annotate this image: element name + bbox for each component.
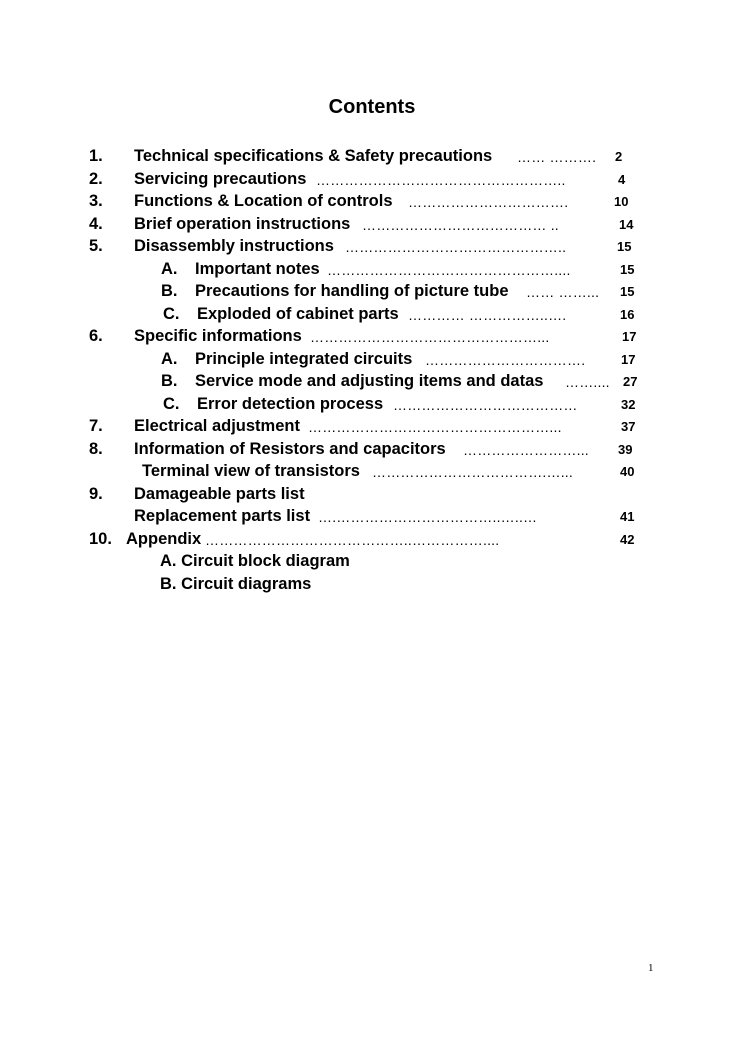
toc-entry-number: 10.: [89, 530, 112, 548]
toc-entry: [0, 168, 744, 190]
toc-entry-number: B.: [161, 372, 178, 390]
toc-entry-label: Error detection process: [197, 395, 384, 413]
toc-entry-label: Technical specifications & Safety precautions: [134, 147, 493, 165]
toc-entry: [0, 460, 744, 482]
toc-entry-number: C.: [163, 305, 180, 323]
toc-entry-leader: ……………………………………..……………....: [205, 532, 500, 548]
toc-entry-number: A.: [161, 260, 178, 278]
toc-entry-leader: …………………………….: [408, 194, 569, 210]
toc-entry-leader: …………………………….: [425, 352, 586, 368]
toc-entry-page: 40: [620, 464, 635, 479]
toc-entry-page: 4: [618, 172, 626, 187]
toc-entry-number: 6.: [89, 327, 103, 345]
toc-entry-leader: ……………………...: [463, 442, 589, 458]
toc-entry-page: 15: [617, 239, 632, 254]
toc-entry: [0, 258, 744, 280]
toc-entry-leader: ……....: [565, 374, 610, 390]
toc-entry: [0, 550, 744, 572]
toc-entry-leader: ………………………………… ..: [362, 217, 559, 233]
toc-entry-label: Principle integrated circuits: [195, 350, 413, 368]
toc-entry-number: 9.: [89, 485, 103, 503]
toc-entry-leader: …………………………………………...: [310, 329, 550, 345]
toc-entry: [0, 393, 744, 415]
toc-entry-label: Important notes: [195, 260, 320, 278]
toc-entry-label: Brief operation instructions: [134, 215, 351, 233]
toc-entry-page: 10: [614, 194, 629, 209]
toc-entry-page: 42: [620, 532, 635, 547]
toc-entry-label: Electrical adjustment: [134, 417, 300, 435]
toc-entry-leader: …… ……...: [526, 284, 600, 300]
toc-entry-page: 15: [620, 284, 635, 299]
toc-entry-label: Specific informations: [134, 327, 302, 345]
toc-entry-leader: ……………………………….…...: [372, 464, 573, 480]
toc-entry-page: 27: [623, 374, 638, 389]
toc-entry-label: Functions & Location of controls: [134, 192, 393, 210]
toc-entry-label: Terminal view of transistors: [142, 462, 360, 480]
toc-entry: [0, 280, 744, 302]
toc-entry-leader: …………………………………………....: [327, 262, 571, 278]
toc-entry-page: 17: [621, 352, 636, 367]
toc-entry-leader: ……………………………………………..: [316, 172, 566, 188]
toc-entry-label: Precautions for handling of picture tube: [195, 282, 509, 300]
toc-entry: [0, 370, 744, 392]
toc-entry: [0, 303, 744, 325]
page-title: Contents: [328, 96, 416, 118]
toc-entry-page: 15: [620, 262, 635, 277]
toc-entry-number: A.: [161, 350, 178, 368]
toc-entry-label: Servicing precautions: [134, 170, 307, 188]
toc-entry-label: Disassembly instructions: [134, 237, 334, 255]
toc-entry-number: 4.: [89, 215, 103, 233]
toc-entry-number: 1.: [89, 147, 103, 165]
toc-entry-number: 3.: [89, 192, 103, 210]
toc-entry-label: Damageable parts list: [134, 485, 305, 503]
toc-entry: [0, 325, 744, 347]
toc-entry-label: Appendix: [126, 530, 202, 548]
toc-entry-page: 2: [615, 149, 623, 164]
toc-entry-page: 41: [620, 509, 635, 524]
toc-entry-number: 5.: [89, 237, 103, 255]
toc-entry-number: 8.: [89, 440, 103, 458]
toc-entry-page: 17: [622, 329, 637, 344]
toc-entry-page: 39: [618, 442, 633, 457]
toc-entry: [0, 235, 744, 257]
toc-entry-number: C.: [163, 395, 180, 413]
toc-entry-leader: …… ……….: [517, 149, 597, 165]
toc-entry: [0, 190, 744, 212]
toc-entry-leader: ….……………………………..…..…: [318, 509, 538, 525]
toc-entry: [0, 528, 744, 550]
toc-entry: [0, 415, 744, 437]
toc-entry: [0, 505, 744, 527]
toc-entry-label: Replacement parts list: [134, 507, 311, 525]
toc-entry-page: 16: [620, 307, 635, 322]
toc-entry: [0, 348, 744, 370]
toc-entry: [0, 145, 744, 167]
toc-entry: [0, 573, 744, 595]
toc-entry-label: B. Circuit diagrams: [160, 575, 312, 593]
toc-entry-page: 14: [619, 217, 634, 232]
toc-entry-leader: ………………………………………..: [345, 239, 567, 255]
toc-entry: [0, 483, 744, 505]
toc-entry-page: 32: [621, 397, 636, 412]
toc-entry-page: 37: [621, 419, 636, 434]
toc-entry-label: Information of Resistors and capacitors: [134, 440, 446, 458]
toc-entry-label: Exploded of cabinet parts: [197, 305, 399, 323]
toc-entry-label: A. Circuit block diagram: [160, 552, 350, 570]
toc-entry-leader: ………… ……………..….: [408, 307, 567, 323]
toc-entry-number: 2.: [89, 170, 103, 188]
page-number: 1: [648, 962, 654, 974]
toc-entry: [0, 438, 744, 460]
toc-entry: [0, 213, 744, 235]
toc-entry-number: B.: [161, 282, 178, 300]
toc-entry-number: 7.: [89, 417, 103, 435]
toc-entry-leader: …………………………………: [393, 397, 578, 413]
toc-entry-leader: ……………………………………………...: [308, 419, 562, 435]
toc-entry-label: Service mode and adjusting items and datas: [195, 372, 544, 390]
